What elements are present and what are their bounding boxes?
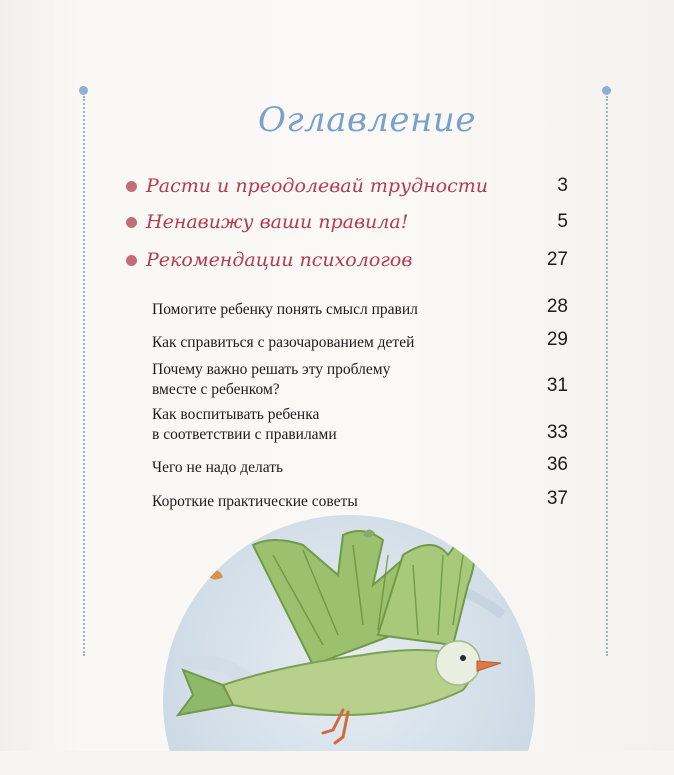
subsection-page-number: 37 bbox=[546, 488, 568, 509]
chapter-page-number: 5 bbox=[557, 211, 568, 232]
subsection-title bbox=[152, 458, 572, 478]
subsection-page-number: 31 bbox=[546, 375, 568, 396]
chapter-page-number: 3 bbox=[557, 175, 568, 196]
right-border-dot bbox=[602, 86, 611, 95]
subsection-entry[interactable] bbox=[152, 296, 572, 320]
subsection-title-line: в соответствии с правилами bbox=[152, 426, 337, 443]
subsection-title-line: Как справиться с разочарованием детей bbox=[152, 334, 415, 351]
subsection-entry[interactable] bbox=[152, 405, 572, 445]
bullet-dot-icon bbox=[126, 181, 137, 192]
toc-title: Оглавление bbox=[258, 100, 476, 140]
left-dotted-border bbox=[83, 96, 85, 656]
subsection-title bbox=[152, 405, 572, 445]
chapter-page-number: 27 bbox=[546, 249, 568, 270]
chapter-entry[interactable] bbox=[122, 207, 582, 239]
chapter-title: Ненавижу ваши правила! bbox=[146, 211, 409, 233]
subsection-title-line: Почему важно решать эту проблему bbox=[152, 361, 391, 378]
subsection-page-number: 36 bbox=[546, 454, 568, 475]
left-border-dot bbox=[79, 86, 88, 95]
subsection-page-number: 28 bbox=[546, 296, 568, 317]
subsection-entry[interactable] bbox=[152, 454, 572, 478]
subsection-title bbox=[152, 360, 572, 400]
chapter-title: Рекомендации психологов bbox=[146, 249, 413, 271]
subsection-page-number: 33 bbox=[546, 422, 568, 443]
subsection-title-line: Короткие практические советы bbox=[152, 493, 358, 510]
subsection-title bbox=[152, 492, 572, 512]
chapter-entry[interactable] bbox=[122, 171, 582, 203]
chapter-entry[interactable] bbox=[122, 245, 582, 277]
bullet-dot-icon bbox=[126, 255, 137, 266]
subsection-title-line: Как воспитывать ребенка bbox=[152, 406, 320, 423]
subsection-page-number: 29 bbox=[546, 329, 568, 350]
subsection-entry[interactable] bbox=[152, 360, 572, 400]
bullet-dot-icon bbox=[126, 217, 137, 228]
subsection-entry[interactable] bbox=[152, 488, 572, 512]
subsection-title-line: Помогите ребенку понять смысл правил bbox=[152, 301, 418, 318]
subsection-title-line: вместе с ребенком? bbox=[152, 381, 280, 398]
bird-illustration-svg bbox=[163, 515, 535, 751]
right-dotted-border bbox=[606, 96, 608, 656]
chapter-title: Расти и преодолевай трудности bbox=[146, 175, 488, 197]
green-bird-illustration bbox=[163, 515, 535, 775]
subsection-title bbox=[152, 300, 572, 320]
subsection-title-line: Чего не надо делать bbox=[152, 459, 284, 476]
subsection-title bbox=[152, 333, 572, 353]
subsection-entry[interactable] bbox=[152, 329, 572, 353]
